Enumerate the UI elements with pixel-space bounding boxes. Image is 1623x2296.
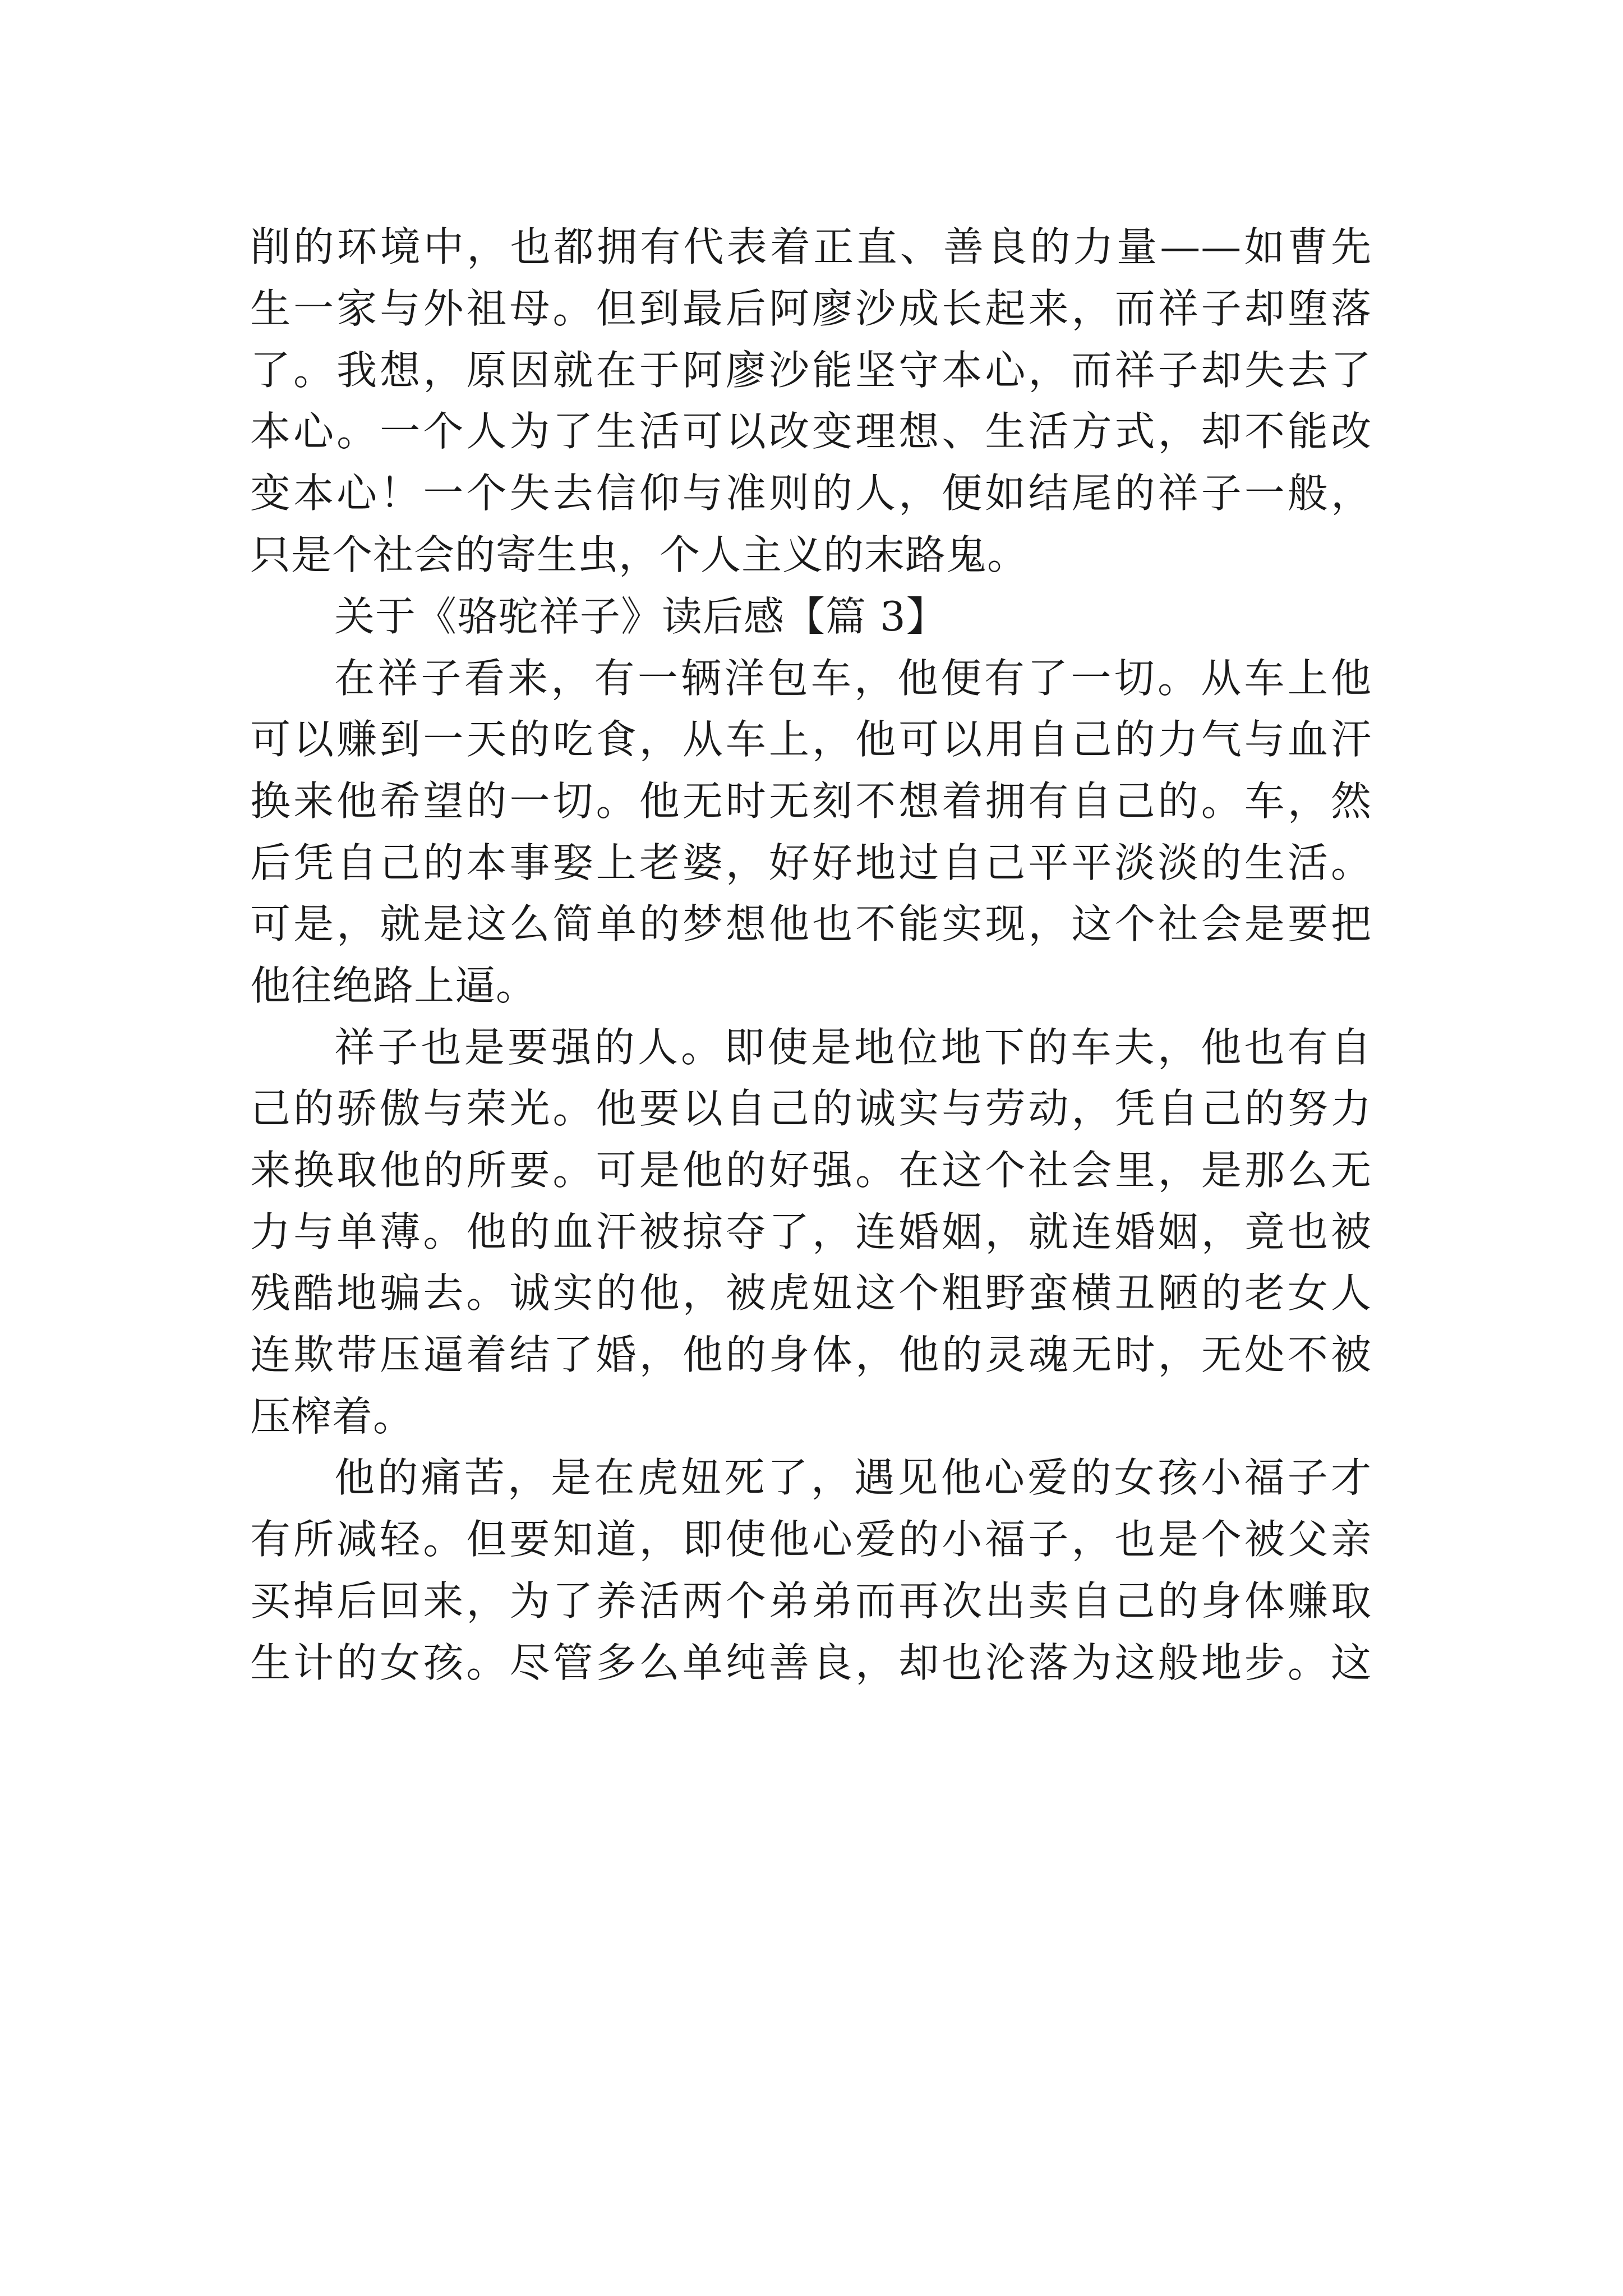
paragraph-line: 买掉后回来，为了养活两个弟弟而再次出卖自己的身体赚取 (250, 1577, 1372, 1625)
paragraph-line: 己的骄傲与荣光。他要以自己的诚实与劳动，凭自己的努力 (250, 1085, 1372, 1132)
section-heading: 关于《骆驼祥子》读后感【篇 3】 (334, 593, 947, 640)
paragraph-line: 只是个社会的寄生虫，个人主义的末路鬼。 (250, 531, 1029, 578)
paragraph-first-line: 祥子也是要强的人。即使是地位地下的车夫，他也有自 (334, 1024, 1372, 1071)
paragraph-line: 力与单薄。他的血汗被掠夺了，连婚姻，就连婚姻，竟也被 (250, 1208, 1372, 1255)
paragraph-first-line: 在祥子看来，有一辆洋包车，他便有了一切。从车上他 (334, 655, 1372, 702)
paragraph-line: 残酷地骗去。诚实的他，被虎妞这个粗野蛮横丑陋的老女人 (250, 1269, 1372, 1317)
paragraph-line: 可是，就是这么简单的梦想他也不能实现，这个社会是要把 (250, 900, 1372, 947)
paragraph-line: 后凭自己的本事娶上老婆，好好地过自己平平淡淡的生活。 (250, 839, 1372, 886)
paragraph-line: 可以赚到一天的吃食，从车上，他可以用自己的力气与血汗 (250, 716, 1372, 763)
paragraph-line: 变本心！一个失去信仰与准则的人，便如结尾的祥子一般， (250, 470, 1372, 517)
paragraph-line: 来换取他的所要。可是他的好强。在这个社会里，是那么无 (250, 1147, 1372, 1194)
paragraph-line: 本心。一个人为了生活可以改变理想、生活方式，却不能改 (250, 408, 1372, 455)
paragraph-first-line: 他的痛苦，是在虎妞死了，遇见他心爱的女孩小福子才 (334, 1454, 1372, 1501)
paragraph-line: 压榨着。 (250, 1393, 414, 1440)
paragraph-line: 换来他希望的一切。他无时无刻不想着拥有自己的。车，然 (250, 777, 1372, 825)
paragraph-line: 生一家与外祖母。但到最后阿廖沙成长起来，而祥子却堕落 (250, 285, 1372, 332)
paragraph-line: 生计的女孩。尽管多么单纯善良，却也沦落为这般地步。这 (250, 1639, 1372, 1686)
paragraph-line: 削的环境中，也都拥有代表着正直、善良的力量——如曹先 (250, 223, 1372, 270)
paragraph-line: 了。我想，原因就在于阿廖沙能坚守本心，而祥子却失去了 (250, 347, 1372, 394)
paragraph-line: 有所减轻。但要知道，即使他心爱的小福子，也是个被父亲 (250, 1516, 1372, 1563)
paragraph-line: 连欺带压逼着结了婚，他的身体，他的灵魂无时，无处不被 (250, 1331, 1372, 1378)
paragraph-line: 他往绝路上逼。 (250, 962, 537, 1009)
